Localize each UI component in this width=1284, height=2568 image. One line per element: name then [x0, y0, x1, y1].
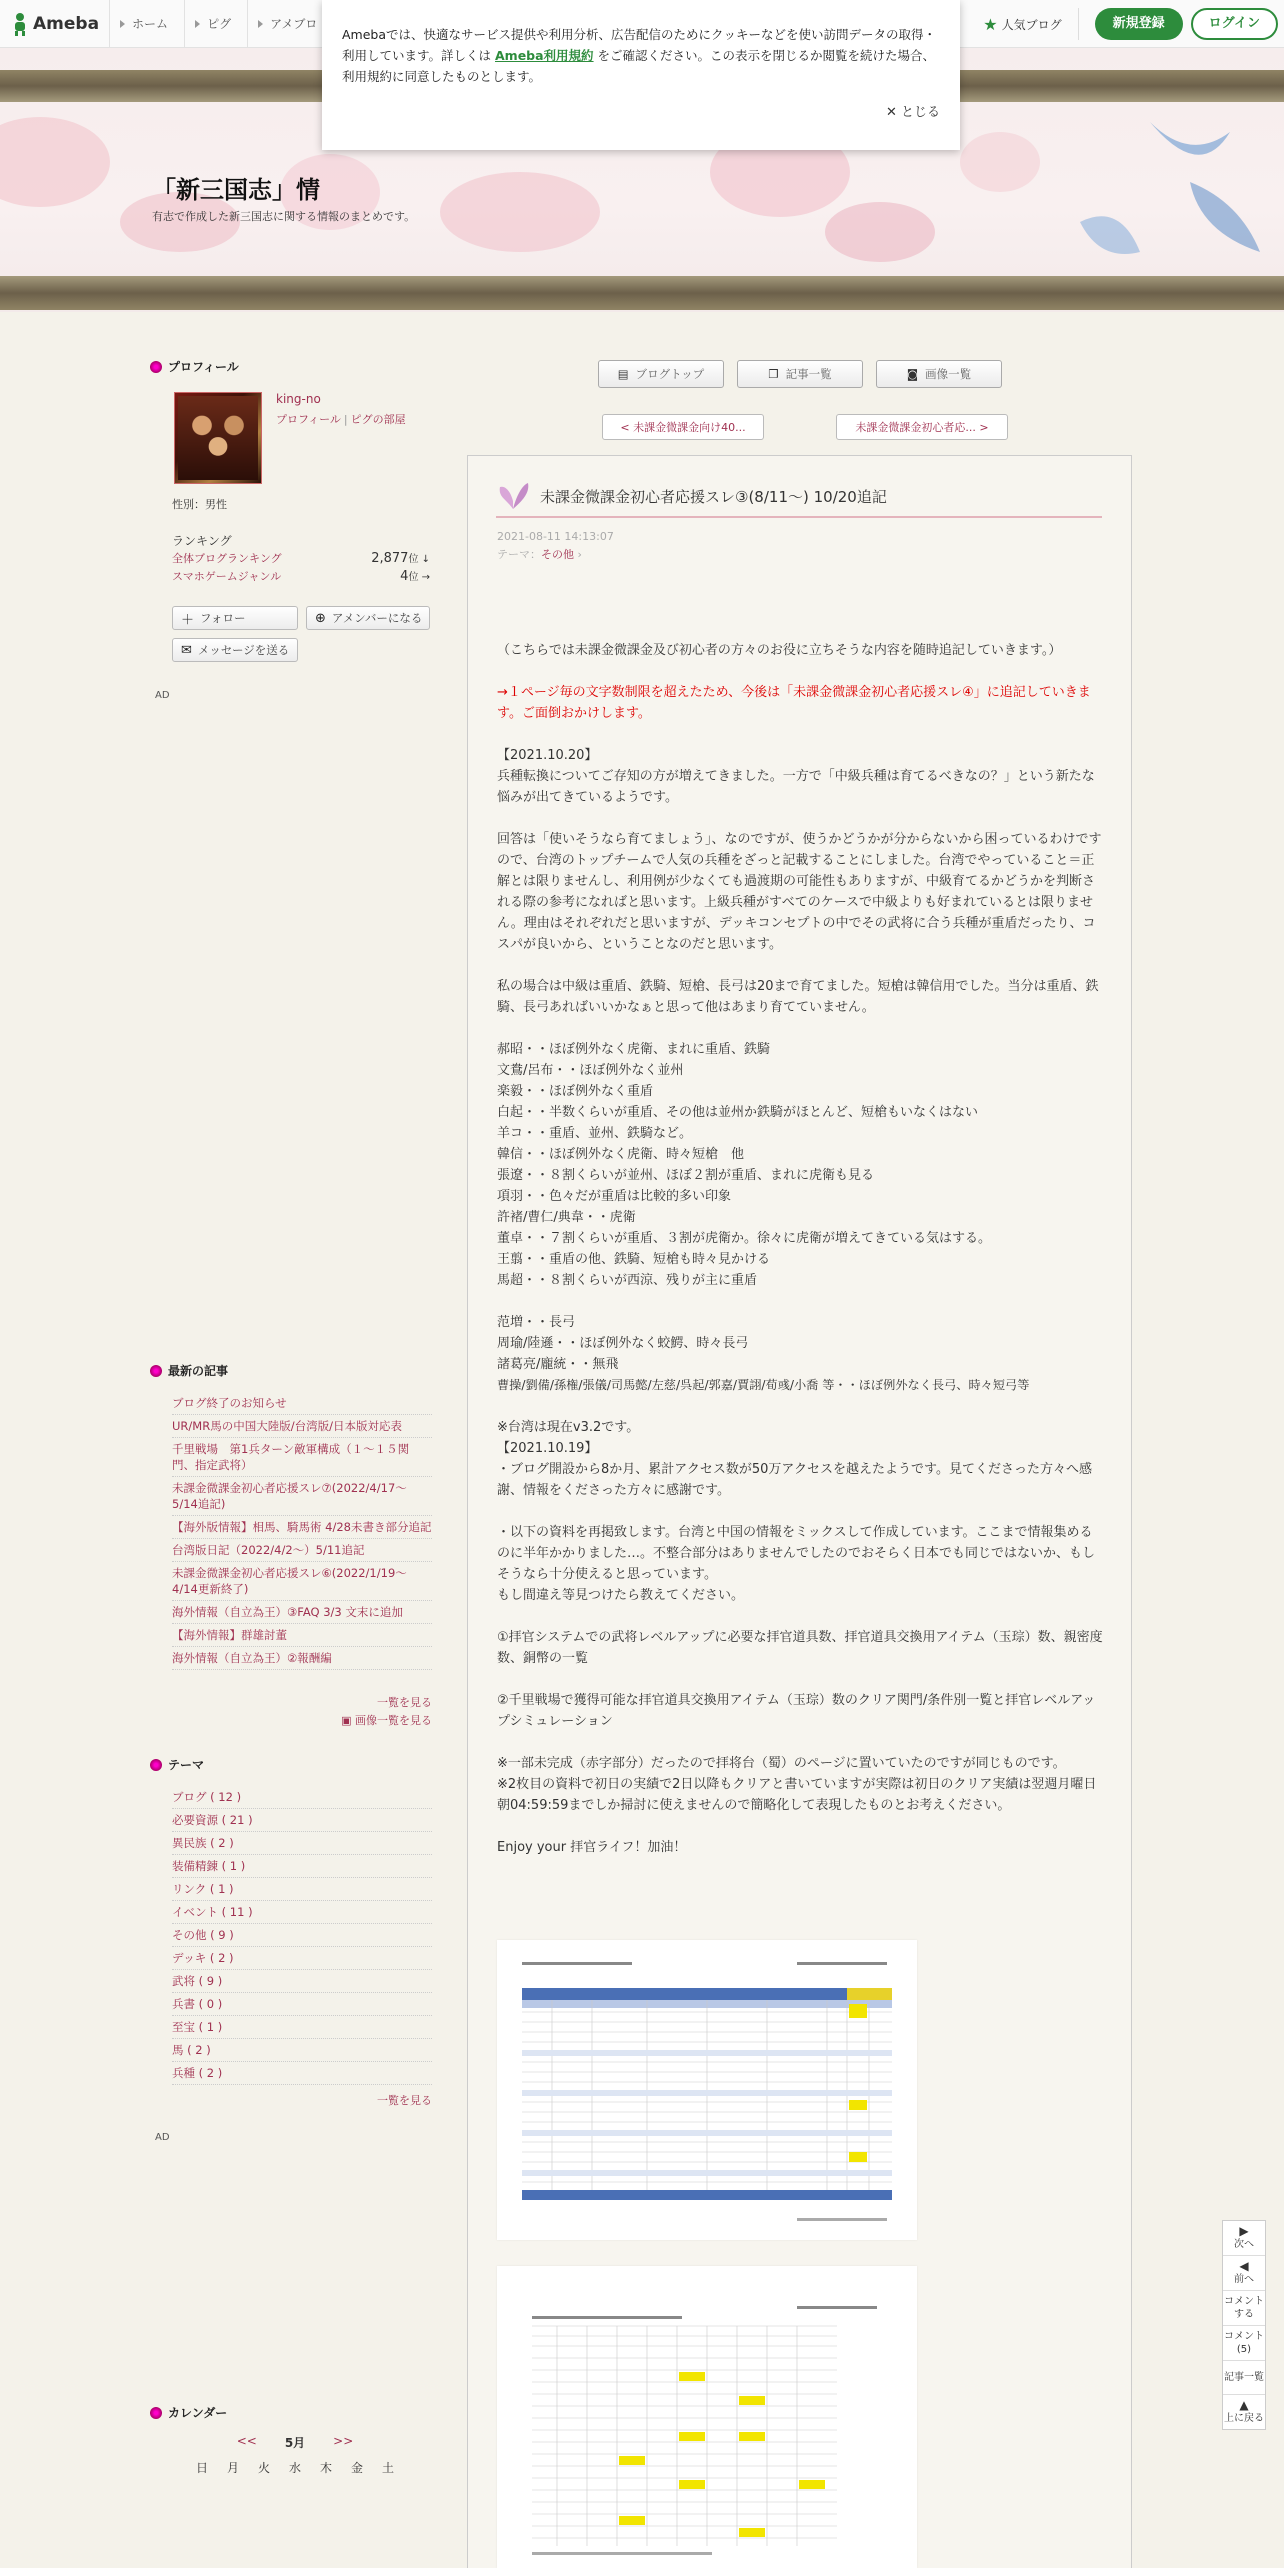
blog-title[interactable]: 「新三国志」情 [152, 175, 320, 204]
rank-overall-label: 全体ブログランキング [172, 552, 282, 565]
camera-icon: ◙ [906, 367, 919, 381]
butterfly-icon [496, 479, 530, 513]
unit-list-2 [497, 1312, 1103, 1396]
table-image-1-graphic [497, 1940, 917, 2240]
profile-name[interactable]: king-no [276, 392, 321, 406]
weekday: 水 [288, 2461, 301, 2475]
float-comments-button[interactable]: コメント(5) [1223, 2326, 1265, 2361]
ameba-logo[interactable] [12, 12, 99, 36]
recent-item[interactable]: 未課金微課金初心者応援スレ⑥(2022/1/19～4/14更新終了) [172, 1562, 432, 1601]
paragraph: もし間違え等見つけたら教えてください。 [497, 1588, 745, 1603]
paragraph: 兵種転換についてご存知の方が増えてきました。一方で「中級兵種は育てるべきなの？」という新たな悩みが出てきているようです。 [497, 769, 1095, 805]
table-image-2-graphic [497, 2266, 917, 2568]
plus-icon: ＋ [181, 612, 195, 628]
cookie-close-button[interactable] [886, 102, 940, 123]
rank-overall[interactable] [172, 550, 430, 566]
paragraph: 私の場合は中級は重盾、鉄騎、短槍、長弓は20まで育てました。短槍は韓信用でした。当分は重盾、鉄騎、長弓あればいいかなぁと思って他はあまり育てていません。 [497, 979, 1099, 1015]
paragraph: Enjoy your 拝官ライフ！加油！ [497, 1840, 687, 1855]
theme-item[interactable]: 必要資源 ( 21 ) [172, 1809, 432, 1832]
paragraph: ・ブログ開設から8か月、累計アクセス数が50万アクセスを越えたようです。見てくださった方々へ感謝、情報をくださった方々に感謝です。 [497, 1462, 1092, 1498]
amember-button[interactable] [306, 606, 430, 630]
rank-overall-unit: 位 ↓ [408, 554, 430, 565]
signup-button[interactable]: 新規登録 [1095, 8, 1183, 40]
list-item: 曹操/劉備/孫権/張儀/司馬懿/左慈/呉起/郭嘉/賈詡/荀彧/小喬 等・・ほぼ例外なく長弓、時々短弓等 [497, 1378, 1030, 1392]
weekday: 土 [382, 2461, 395, 2475]
article-date: 2021-08-11 14:13:07 [497, 530, 614, 543]
weekday: 月 [226, 2461, 239, 2475]
calendar-next[interactable]: >> [333, 2434, 354, 2448]
close-icon: ✕ [885, 105, 901, 120]
list-item: 白起・・半数くらいが重盾、その他は並州か鉄騎がほとんど、短槍もいなくはない [497, 1105, 979, 1120]
list-item: 范増・・長弓 [497, 1315, 576, 1330]
flower-icon [150, 361, 162, 373]
theme-list [172, 1786, 432, 2085]
float-top-label: 上に戻る [1224, 2413, 1264, 2424]
float-next-label: 次へ [1234, 2239, 1254, 2250]
paragraph: ※一部未完成（赤字部分）だったので拝将台（蜀）のページに置いていたのですが同じものです。 [497, 1756, 1066, 1771]
update-date: 【2021.10.19】 [497, 1441, 598, 1456]
cookie-text-2: をご確認ください。この表示を閉じるか閲覧を続けた場合、利用規約に同意したものとします。 [342, 48, 936, 84]
profile-heading [150, 358, 435, 375]
float-prev-label: 前へ [1234, 2274, 1254, 2285]
entry-list-button[interactable] [737, 360, 863, 388]
nav-pigg[interactable]: ピグ [184, 0, 247, 48]
image-icon: ▣ [341, 1714, 355, 1727]
article-title[interactable]: 未課金微課金初心者応援スレ③(8/11～) 10/20追記 [540, 487, 887, 506]
float-top-button[interactable] [1223, 2395, 1265, 2429]
recent-heading [150, 1362, 435, 1379]
float-comment-button[interactable]: コメントする [1223, 2291, 1265, 2326]
login-button[interactable]: ログイン [1191, 8, 1278, 40]
flower-icon [150, 1759, 162, 1771]
blog-description: 有志で作成した新三国志に関する情報のまとめです。 [152, 210, 416, 223]
calendar-heading [150, 2404, 435, 2421]
star-icon: ★ [983, 14, 998, 34]
triangle-left-icon: ◀ [1239, 2259, 1249, 2273]
popular-blog-label: 人気ブログ [1001, 17, 1062, 32]
theme-label: テーマ： [497, 548, 541, 561]
avatar-image [178, 396, 258, 480]
list-item: 郝昭・・ほぼ例外なく虎衛、まれに重盾、鉄騎 [497, 1042, 771, 1057]
gender-text: 性別：男性 [172, 498, 227, 511]
image-list-button-label: 画像一覧 [925, 367, 972, 381]
recent-item[interactable]: 千里戦場 第1兵ターン敵軍構成（１～１５関門、指定武将） [172, 1438, 432, 1477]
rank-genre[interactable] [172, 568, 430, 584]
float-next-button[interactable] [1223, 2221, 1265, 2256]
profile-link[interactable]: プロフィール [276, 413, 341, 426]
theme-item[interactable]: 武将 ( 9 ) [172, 1970, 432, 1993]
article-theme [497, 546, 582, 562]
recent-item[interactable]: 海外情報（自立為王）③FAQ 3/3 文末に追加 [172, 1601, 432, 1624]
weekday: 金 [351, 2461, 364, 2475]
list-item: 王翦・・重盾の他、鉄騎、短槍も時々見かける [497, 1252, 771, 1267]
cookie-text-1: Amebaでは、快適なサービス提供や利用分析、広告配信のためにクッキーなどを使い訪問データの取得・利用しています。詳しくは [342, 27, 937, 63]
nav-home[interactable]: ホーム [109, 0, 184, 48]
message-label: メッセージを送る [197, 643, 290, 657]
recent-item[interactable]: 【海外情報】群雄討董 [172, 1624, 432, 1647]
theme-more-link[interactable]: 一覧を見る [377, 2094, 432, 2107]
list-item: 馬超・・８割くらいが西涼、残りが主に重盾 [497, 1273, 758, 1288]
float-entries-button[interactable]: 記事一覧 [1223, 2361, 1265, 2395]
recent-item[interactable]: 【海外版情報】相馬、騎馬術 4/28未書き部分追記 [172, 1516, 432, 1539]
blog-top-label: ブログトップ [635, 367, 705, 381]
article-title-bar [496, 476, 1102, 518]
ranking-heading: ランキング [172, 534, 232, 548]
theme-item[interactable]: デッキ ( 2 ) [172, 1947, 432, 1970]
ad-label: AD [155, 690, 170, 701]
list-item: 楽毅・・ほぼ例外なく重盾 [497, 1084, 654, 1099]
list-item: 項羽・・色々だが重盾は比較的多い印象 [497, 1189, 732, 1204]
triangle-up-icon: ▲ [1239, 2398, 1249, 2412]
theme-item[interactable]: リンク ( 1 ) [172, 1878, 432, 1901]
float-prev-button[interactable] [1223, 2256, 1265, 2291]
blog-top-button[interactable] [598, 360, 724, 388]
weekday: 火 [257, 2461, 270, 2475]
paragraph: ・以下の資料を再掲致します。台湾と中国の情報をミックスして作成しています。ここまで情報集めるのに半年かかりました…。不整合部分はありませんでしたのでおそらく日本でも同じではないか、もしそうなら十分使えると思っています。 [497, 1525, 1096, 1582]
image-list-label: 画像一覧を見る [355, 1714, 432, 1727]
flower-icon [150, 1365, 162, 1377]
theme-item[interactable]: 装備精錬 ( 1 ) [172, 1855, 432, 1878]
header-actions [983, 0, 1278, 48]
chevron-right-icon: › [574, 548, 582, 561]
table-image-2[interactable] [497, 2266, 917, 2568]
recent-item[interactable]: 未課金微課金初心者応援スレ⑦(2022/4/17～5/14追記) [172, 1477, 432, 1516]
paragraph: ②千里戦場で獲得可能な拝官道具交換用アイテム（玉琮）数のクリア関門/条件別一覧と拝官レベルアップシミュレーション [497, 1693, 1096, 1729]
weekday: 木 [320, 2461, 333, 2475]
list-item: 諸葛亮/龐統・・無飛 [497, 1357, 619, 1372]
message-button[interactable] [172, 638, 298, 662]
theme-item[interactable]: 兵書 ( 0 ) [172, 1993, 432, 2016]
article-body [497, 640, 1103, 1858]
image-list-button[interactable] [876, 360, 1002, 388]
paragraph: 回答は「使いそうなら育てましょう」、なのですが、使うかどうかが分からないから困っているわけですので、台湾のトップチームで人気の兵種をざっと記載することにしました。台湾でやっていること＝正解とは限りませんし、利用例が少なくても過渡期の可能性もありますが、中級育てるかどうかを判断される際の参考になればと思います。上級兵種がすべてのケースで中級よりも好まれているとは限りません。理由はそれぞれだと思いますが、デッキコンセプトの中でその武将に合う兵種が重盾だったり、コスパが良いから、ということなのだと思います。 [497, 832, 1102, 952]
calendar [160, 2434, 430, 2476]
list-item: 周瑜/陸遜・・ほぼ例外なく蛟鰐、時々長弓 [497, 1336, 749, 1351]
list-item: 許褚/曹仁/典韋・・虎衛 [497, 1210, 636, 1225]
copy-icon: ❐ [768, 367, 779, 381]
follow-label: フォロー [200, 611, 246, 625]
theme-item[interactable]: 至宝 ( 1 ) [172, 2016, 432, 2039]
paragraph: （こちらでは未課金微課金及び初心者の方々のお役に立ちそうな内容を随時追記していきます。） [497, 643, 1062, 658]
paragraph: ※2枚目の資料で初日の実績で2日以降もクリアと書いていますが実際は初日のクリア実績は翌週月曜日朝04:59:59までしか掃討に使えませんので簡略化して表現したものとお考えください。 [497, 1777, 1097, 1813]
recent-item[interactable]: 海外情報（自立為王）②報酬編 [172, 1647, 432, 1670]
theme-item[interactable]: 兵種 ( 2 ) [172, 2062, 432, 2085]
calendar-weekdays [160, 2459, 430, 2476]
theme-item[interactable]: 馬 ( 2 ) [172, 2039, 432, 2062]
flower-icon [150, 2407, 162, 2419]
weekday: 日 [195, 2461, 208, 2475]
rank-genre-unit: 位 → [408, 572, 430, 583]
next-article-button[interactable]: 未課金微課金初心者応... > [836, 414, 1008, 440]
list-item: 韓信・・ほぼ例外なく虎衛、時々短槍 他 [497, 1147, 745, 1162]
calendar-month: 5月 [284, 2436, 306, 2450]
recent-item[interactable]: ブログ終了のお知らせ [172, 1392, 432, 1415]
theme-heading-label: テーマ [168, 1758, 205, 1772]
cookie-close-label: とじる [900, 105, 940, 120]
prev-article-button[interactable]: < 未課金微課金向け40... [602, 414, 764, 440]
recent-item[interactable]: UR/MR馬の中国大陸版/台湾版/日本版対応表 [172, 1415, 432, 1438]
notice-paragraph: →１ページ毎の文字数制限を超えたため、今後は「未課金微課金初心者応援スレ④」に追記していきます。ご面倒おかけします。 [497, 685, 1091, 721]
header-frame-bottom [0, 276, 1284, 310]
global-nav [109, 0, 333, 48]
recent-item[interactable]: 台湾版日記（2022/4/2～）5/11追記 [172, 1539, 432, 1562]
pigg-room-link[interactable]: ピグの部屋 [350, 413, 406, 426]
cookie-notice [322, 0, 960, 150]
image-list-link[interactable] [341, 1712, 432, 1728]
theme-item[interactable]: 異民族 ( 2 ) [172, 1832, 432, 1855]
calendar-prev[interactable]: << [236, 2434, 257, 2448]
logo-text: Ameba [33, 13, 100, 34]
ameba-logo-icon [12, 12, 28, 36]
amember-icon: ⊕ [315, 610, 326, 626]
rank-genre-label: スマホゲームジャンル [172, 570, 282, 583]
entry-list-label: 記事一覧 [785, 367, 832, 381]
calendar-heading-label: カレンダー [168, 2406, 228, 2420]
home-icon: ▤ [617, 367, 629, 381]
update-date: 【2021.10.20】 [497, 748, 598, 763]
theme-item[interactable]: イベント ( 11 ) [172, 1901, 432, 1924]
nav-ameblo[interactable]: アメブロ [247, 0, 333, 48]
ad-label: AD [155, 2132, 170, 2143]
theme-item[interactable]: その他 ( 9 ) [172, 1924, 432, 1947]
list-item: 董卓・・７割くらいが重盾、３割が虎衛か。徐々に虎衛が増えてきている気はする。 [497, 1231, 992, 1246]
list-item: 文鴦/呂布・・ほぼ例外なく並州 [497, 1063, 684, 1078]
amember-label: アメンバーになる [331, 611, 423, 625]
rank-genre-value: 4 [400, 569, 409, 584]
envelope-icon: ✉ [181, 642, 192, 658]
follow-button[interactable] [172, 606, 298, 630]
triangle-right-icon: ▶ [1239, 2224, 1249, 2238]
terms-link[interactable]: Ameba利用規約 [495, 48, 594, 63]
theme-heading [150, 1756, 435, 1773]
profile-links [276, 411, 406, 427]
recent-more-link[interactable]: 一覧を見る [377, 1696, 432, 1709]
theme-item[interactable]: ブログ ( 12 ) [172, 1786, 432, 1809]
paragraph: ①拝官システムでの武将レベルアップに必要な拝官道具数、拝官道具交換用アイテム（玉琮）数、親密度数、銅幣の一覧 [497, 1630, 1103, 1666]
avatar[interactable] [174, 392, 262, 484]
floating-nav [1222, 2220, 1266, 2430]
rank-overall-value: 2,877 [371, 551, 409, 566]
calendar-nav [160, 2434, 430, 2451]
popular-blog-link[interactable] [983, 15, 1061, 34]
theme-link[interactable]: その他 [541, 548, 574, 561]
profile-heading-label: プロフィール [168, 360, 239, 374]
table-image-1[interactable] [497, 1940, 917, 2240]
link-separator: | [343, 413, 348, 426]
paragraph: ※台湾は現在v3.2です。 [497, 1420, 640, 1435]
recent-list [172, 1392, 432, 1670]
list-item: 羊コ・・重盾、並州、鉄騎など。 [497, 1126, 693, 1141]
list-item: 張遼・・８割くらいが並州、ほぼ２割が重盾、まれに虎衛も見る [497, 1168, 875, 1183]
recent-heading-label: 最新の記事 [168, 1364, 229, 1378]
unit-list-1 [497, 1039, 1103, 1291]
divider [1078, 8, 1079, 40]
